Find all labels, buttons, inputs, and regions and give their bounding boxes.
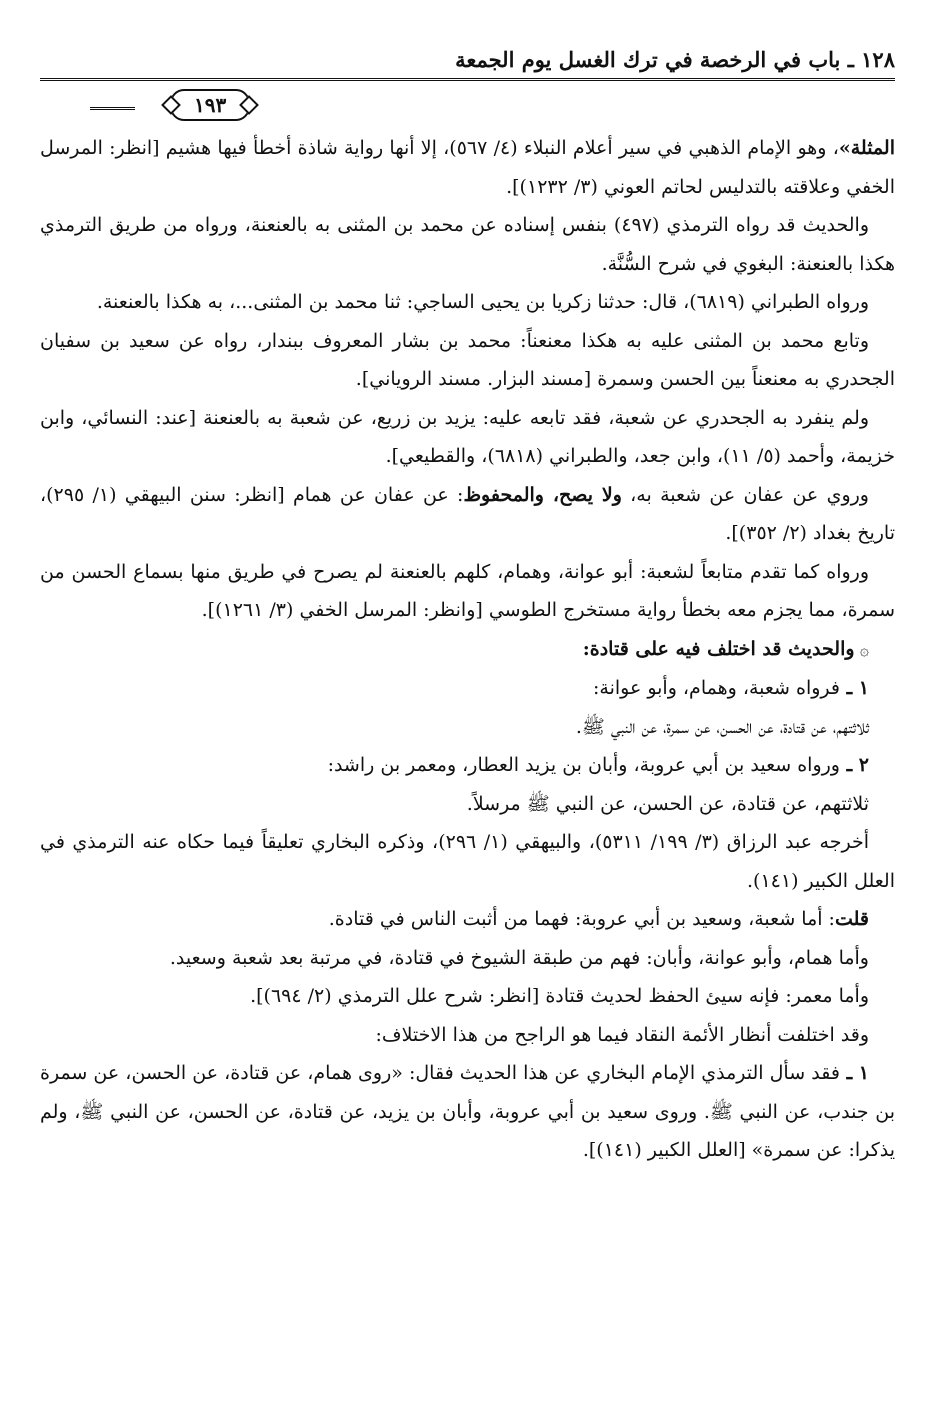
paragraph bbox=[40, 630, 895, 670]
page-number-row bbox=[40, 81, 895, 125]
text-segment: ورواه الطبراني (٦٨١٩)، قال: حدثنا زكريا بن يحيى الساجي: ثنا محمد بن المثنى...، به هكذا بالعنعنة. bbox=[96, 291, 869, 313]
paragraph bbox=[40, 669, 895, 708]
text-segment: فقد سأل الترمذي الإمام البخاري عن هذا الحديث فقال: «روى همام، عن قتادة، عن الحسن، عن سمرة بن جندب، عن النبي ﷺ. وروى سعيد بن أبي عروبة، وأبان بن يزيد، عن قتادة، عن الحسن، عن النبي ﷺ، ولم يذكرا: عن سمرة» [العلل الكبير (١٤١)]. bbox=[40, 1062, 895, 1161]
text-segment: والحديث قد اختلف فيه على قتادة: bbox=[582, 637, 855, 660]
text-segment: ثلاثتهم، عن قتادة، عن الحسن، عن سمرة، عن النبي ﷺ. bbox=[575, 715, 869, 738]
ornament-icon: ۞ bbox=[854, 639, 869, 659]
paragraph bbox=[40, 746, 895, 785]
paragraph bbox=[40, 785, 895, 824]
paragraph bbox=[40, 476, 895, 553]
paragraph bbox=[40, 129, 895, 206]
paragraph bbox=[40, 977, 895, 1016]
text-segment: : عن عفان عن همام [انظر: سنن البيهقي (١/ ٢٩٥)، تاريخ بغداد (٢/ ٣٥٢)]. bbox=[40, 483, 895, 544]
paragraph bbox=[40, 206, 895, 283]
paragraph bbox=[40, 708, 895, 747]
text-segment: ولم ينفرد به الجحدري عن شعبة، فقد تابعه عليه: يزيد بن زريع، عن شعبة به بالعنعنة [عند: النسائي، وابن خزيمة، وأحمد (٥/ ١١)، وابن جعد، والطبراني (٦٨١٨)، والقطيعي]. bbox=[40, 406, 895, 467]
paragraph bbox=[40, 553, 895, 630]
text-segment: ورواه كما تقدم متابعاً لشعبة: أبو عوانة، وهمام، كلهم بالعنعنة لم يصرح في طريق منها بسماع الحسن من سمرة، مما يجزم معه بخطأ رواية مستخرج الطوسي [وانظر: المرسل الخفي (٣/ ١٢٦١)]. bbox=[40, 560, 895, 621]
text-segment: : أما شعبة، وسعيد بن أبي عروبة: فهما من أثبت الناس في قتادة. bbox=[328, 908, 835, 930]
text-segment: ثلاثتهم، عن قتادة، عن الحسن، عن النبي ﷺ مرسلاً. bbox=[466, 792, 869, 815]
paragraph bbox=[40, 399, 895, 476]
paragraph bbox=[40, 939, 895, 978]
running-head bbox=[40, 42, 895, 76]
text-segment: والحديث قد رواه الترمذي (٤٩٧) بنفس إسناده عن محمد بن المثنى به بالعنعنة، ورواه من طريق الترمذي هكذا بالعنعنة: البغوي في شرح السُّنَّة. bbox=[40, 214, 895, 275]
text-segment: وقد اختلفت أنظار الأئمة النقاد فيما هو الراجح من هذا الاختلاف: bbox=[375, 1023, 869, 1046]
text-segment: ١ ـ bbox=[839, 677, 869, 699]
body-text bbox=[40, 129, 895, 1170]
text-segment: وروي عن عفان عن شعبة به، bbox=[621, 483, 869, 506]
text-segment: المثلة» bbox=[838, 137, 895, 159]
paragraph bbox=[40, 283, 895, 322]
paragraph bbox=[40, 823, 895, 900]
text-segment: وتابع محمد بن المثنى عليه به هكذا معنعناً: محمد بن بشار المعروف ببندار، رواه عن سعيد بن سفيان الجحدري به معنعناً بين الحسن وسمرة [مسند البزار. مسند الروياني]. bbox=[40, 329, 895, 390]
text-segment: ١ ـ bbox=[839, 1062, 870, 1084]
text-segment: وأما همام، وأبو عوانة، وأبان: فهم من طبقة الشيوخ في قتادة، في مرتبة بعد شعبة وسعيد. bbox=[169, 946, 869, 969]
text-segment: أخرجه عبد الرزاق (٣/ ١٩٩/ ٥٣١١)، والبيهقي (١/ ٢٩٦)، وذكره البخاري تعليقاً فيما حكاه عنه الترمذي في العلل الكبير (١٤١). bbox=[40, 831, 895, 892]
page-number-badge: ١٩٣ bbox=[170, 89, 250, 121]
text-segment: وأما معمر: فإنه سيئ الحفظ لحديث قتادة [انظر: شرح علل الترمذي (٢/ ٦٩٤)]. bbox=[250, 985, 869, 1007]
text-segment: قلت bbox=[834, 908, 869, 930]
paragraph bbox=[40, 1054, 895, 1170]
paragraph bbox=[40, 900, 895, 939]
text-segment: ٢ ـ bbox=[839, 754, 869, 776]
text-segment: ولا يصح، والمحفوظ bbox=[463, 483, 622, 506]
text-segment: ورواه سعيد بن أبي عروبة، وأبان بن يزيد العطار، ومعمر بن راشد: bbox=[327, 754, 840, 776]
text-segment: فرواه شعبة، وهمام، وأبو عوانة: bbox=[592, 677, 840, 699]
running-title: ١٢٨ ـ باب في الرخصة في ترك الغسل يوم الجمعة bbox=[455, 46, 895, 72]
paragraph bbox=[40, 1016, 895, 1055]
text-segment: ، وهو الإمام الذهبي في سير أعلام النبلاء (٤/ ٥٦٧)، إلا أنها رواية شاذة أخطأ فيها هشيم [انظر: المرسل الخفي وعلاقته بالتدليس لحاتم العوني (٣/ ١٢٣٢)]. bbox=[40, 137, 895, 198]
paragraph bbox=[40, 322, 895, 399]
ornament-rule bbox=[90, 107, 135, 110]
